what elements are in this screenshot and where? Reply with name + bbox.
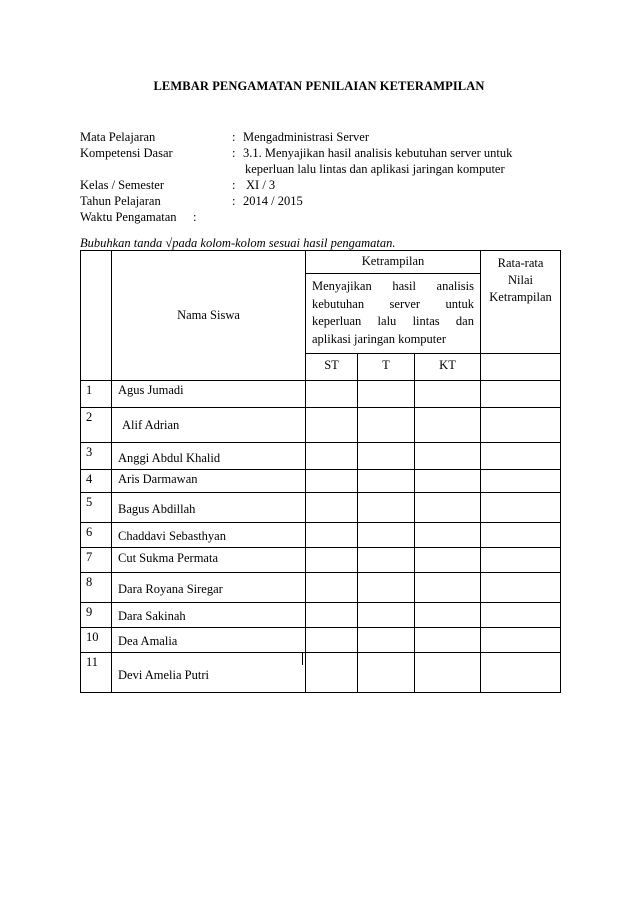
header-nama-siswa [112,251,306,381]
info-value: 3.1. Menyajikan hasil analisis kebutuhan server untuk [243,146,513,160]
t-checkbox-cell[interactable] [358,443,415,470]
row-number: 9 [81,603,112,628]
info-value-continued: keperluan lalu lintas dan aplikasi jaringan komputer [245,162,505,176]
skill-desc-word: Menyajikan [312,279,372,293]
student-name: Dara Sakinah [112,603,306,628]
row-number: 3 [81,443,112,470]
header-nama-siswa-label: Nama Siswa [177,308,240,322]
average-cell[interactable] [481,443,561,470]
skill-desc-word: lalu [377,314,397,328]
header-rata-empty [481,354,561,381]
kt-checkbox-cell[interactable] [415,408,481,443]
document-title: LEMBAR PENGAMATAN PENILAIAN KETERAMPILAN [153,79,485,93]
t-checkbox-cell[interactable] [358,493,415,523]
skill-desc-word: aplikasi jaringan komputer [312,331,446,346]
average-cell[interactable] [481,603,561,628]
table-row [81,493,561,523]
row-number: 8 [81,573,112,603]
average-cell[interactable] [481,493,561,523]
info-value: 2014 / 2015 [243,194,303,208]
kt-checkbox-cell[interactable] [415,443,481,470]
kt-checkbox-cell[interactable] [415,493,481,523]
average-cell[interactable] [481,381,561,408]
info-value: XI / 3 [246,178,276,192]
average-cell[interactable] [481,573,561,603]
row-number: 1 [81,381,112,408]
table-row [81,381,561,408]
average-cell[interactable] [481,628,561,653]
student-name: Bagus Abdillah [112,493,306,523]
info-separator: : [232,146,236,160]
info-value: Mengadministrasi Server [243,130,370,144]
student-name: Anggi Abdul Khalid [112,443,306,470]
kt-checkbox-cell[interactable] [415,603,481,628]
kt-checkbox-cell[interactable] [415,573,481,603]
header-t-label: T [382,358,390,372]
average-cell[interactable] [481,548,561,573]
info-separator: : [232,130,236,144]
kt-checkbox-cell[interactable] [415,470,481,493]
st-checkbox-cell[interactable] [306,603,358,628]
row-number: 6 [81,523,112,548]
t-checkbox-cell[interactable] [358,573,415,603]
info-separator: : [232,194,236,208]
header-skill-description [306,274,481,354]
t-checkbox-cell[interactable] [358,408,415,443]
st-checkbox-cell[interactable] [306,653,358,693]
student-name [112,653,306,693]
kt-checkbox-cell[interactable] [415,523,481,548]
row-number: 2 [81,408,112,443]
table-row [81,548,561,573]
row-number: 10 [81,628,112,653]
st-checkbox-cell[interactable] [306,470,358,493]
skill-desc-word: hasil [392,279,416,293]
st-checkbox-cell[interactable] [306,523,358,548]
header-t [358,354,415,381]
table-row [81,628,561,653]
student-name: Aris Darmawan [112,470,306,493]
st-checkbox-cell[interactable] [306,408,358,443]
average-cell[interactable] [481,653,561,693]
info-label: Tahun Pelajaran [80,194,161,208]
skill-desc-word: keperluan [312,314,362,328]
student-name: Chaddavi Sebasthyan [112,523,306,548]
header-number-cell [81,251,112,381]
header-st-label: ST [324,358,339,372]
st-checkbox-cell[interactable] [306,443,358,470]
header-ketrampilan-label: Ketrampilan [361,254,425,268]
header-kt-label: KT [439,358,456,372]
skill-desc-word: analisis [436,279,475,293]
skill-desc-word: untuk [445,296,475,311]
table-row [81,603,561,628]
kt-checkbox-cell[interactable] [415,548,481,573]
table-row [81,573,561,603]
average-cell[interactable] [481,408,561,443]
info-separator: : [232,178,236,192]
header-rata-line: Ketrampilan [489,290,552,304]
student-name: Cut Sukma Permata [112,548,306,573]
table-row [81,653,561,693]
skill-desc-line [312,331,474,349]
row-number: 5 [81,493,112,523]
info-label: Kompetensi Dasar [80,146,173,160]
average-cell[interactable] [481,523,561,548]
student-name: Alif Adrian [112,408,306,443]
t-checkbox-cell[interactable] [358,603,415,628]
skill-desc-line [312,296,474,314]
skill-desc-line [312,313,474,331]
table-row [81,443,561,470]
table-row [81,408,561,443]
skill-desc-word: dan [455,314,474,328]
header-st [306,354,358,381]
st-checkbox-cell[interactable] [306,548,358,573]
kt-checkbox-cell[interactable] [415,653,481,693]
skill-desc-word: lintas [412,314,440,328]
student-name: Agus Jumadi [112,381,306,408]
instruction-text: Bubuhkan tanda √pada kolom-kolom sesuai hasil pengamatan. [80,236,396,250]
stray-divider [302,653,303,665]
assessment-table [80,250,561,693]
t-checkbox-cell[interactable] [358,548,415,573]
skill-desc-word: server [389,296,421,311]
skill-desc-line [312,278,474,296]
header-rata-line: Rata-rata [497,256,544,270]
t-checkbox-cell[interactable] [358,628,415,653]
t-checkbox-cell[interactable] [358,381,415,408]
row-number: 11 [81,653,112,693]
student-name: Dara Royana Siregar [112,573,306,603]
header-rata-line: Nilai [508,273,534,287]
kt-checkbox-cell[interactable] [415,628,481,653]
t-checkbox-cell[interactable] [358,523,415,548]
kt-checkbox-cell[interactable] [415,381,481,408]
row-number: 7 [81,548,112,573]
header-kt [415,354,481,381]
st-checkbox-cell[interactable] [306,573,358,603]
header-rata-rata [481,251,561,354]
header-ketrampilan [306,251,481,274]
table-row [81,470,561,493]
student-name-text: Devi Amelia Putri [118,668,209,682]
table-row [81,523,561,548]
info-label: Waktu Pengamatan [80,210,177,224]
skill-desc-word: kebutuhan [312,296,365,311]
student-name: Dea Amalia [112,628,306,653]
info-label: Kelas / Semester [80,178,165,192]
t-checkbox-cell[interactable] [358,653,415,693]
average-cell[interactable] [481,470,561,493]
st-checkbox-cell[interactable] [306,381,358,408]
info-label: Mata Pelajaran [80,130,156,144]
st-checkbox-cell[interactable] [306,493,358,523]
row-number: 4 [81,470,112,493]
info-separator: : [193,210,197,224]
st-checkbox-cell[interactable] [306,628,358,653]
t-checkbox-cell[interactable] [358,470,415,493]
